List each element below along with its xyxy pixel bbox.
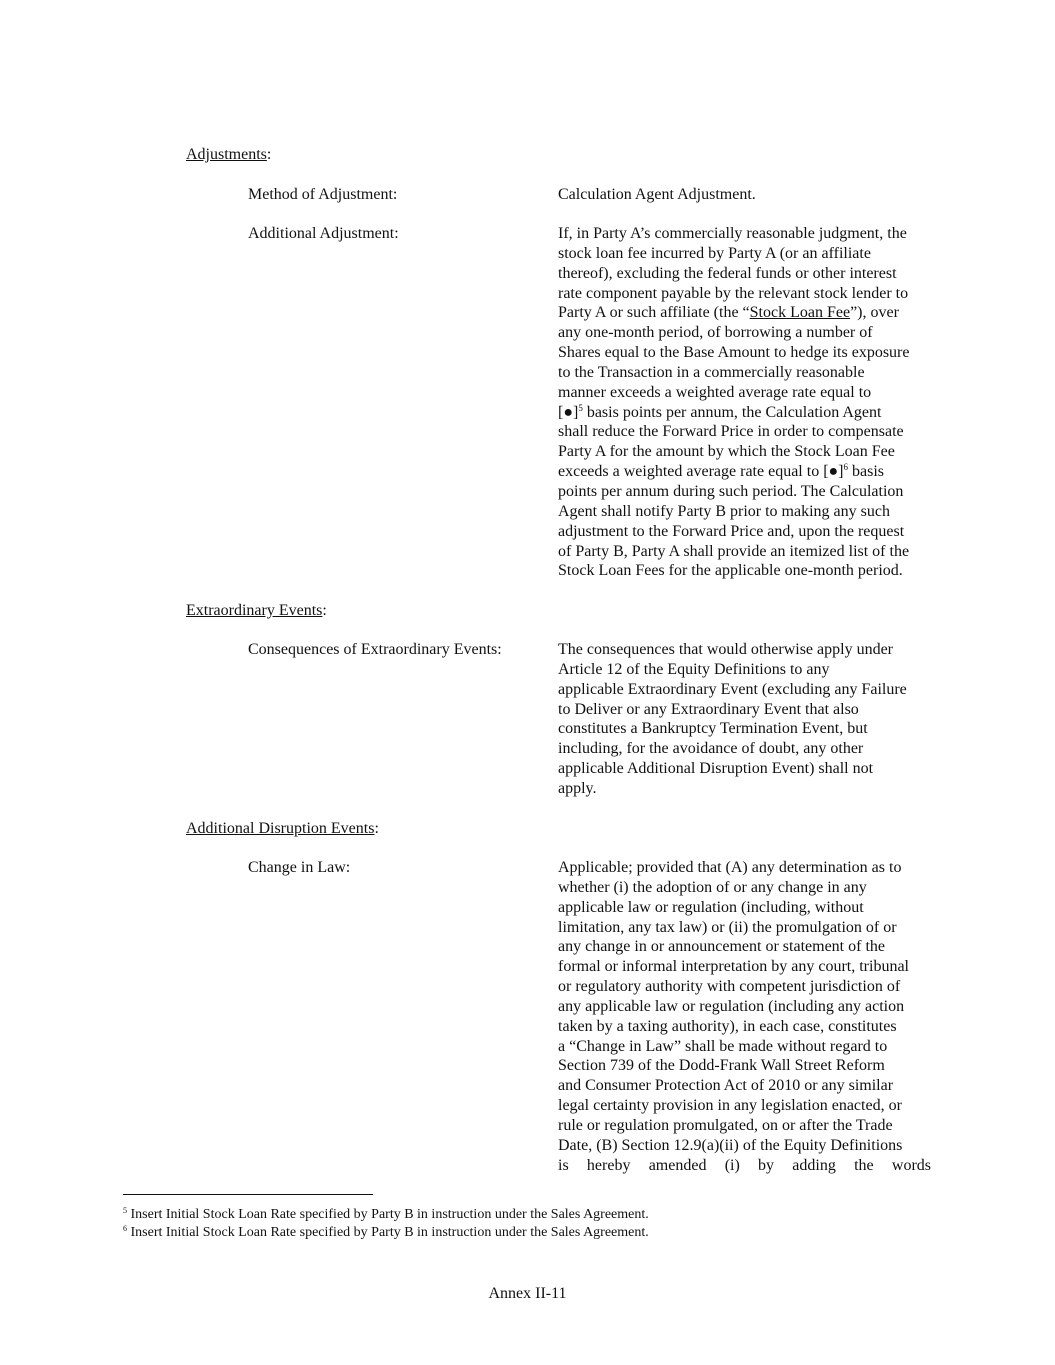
text-line: limitation, any tax law) or (ii) the promulgation of or (558, 918, 897, 936)
heading-colon: : (322, 602, 327, 619)
text-fragment: [●] (558, 403, 579, 421)
text-line: whether (i) the adoption of or any change in any (558, 878, 867, 896)
text-line: of Party B, Party A shall provide an itemized list of the (558, 542, 910, 560)
footnote-text: Insert Initial Stock Loan Rate specified by Party B in instruction under the Sales Agreement. (127, 1225, 649, 1240)
method-of-adjustment-value: Calculation Agent Adjustment. (558, 186, 756, 203)
footnote-mark: 5 (123, 1206, 127, 1215)
text-line: any change in or announcement or statement of the (558, 938, 885, 956)
footnote-mark: 6 (123, 1224, 127, 1233)
text-line: formal or informal interpretation by any court, tribunal (558, 958, 909, 976)
additional-adjustment-text (558, 224, 931, 581)
text-line: apply. (558, 779, 597, 797)
text-line: Party A for the amount by which the Stock Loan Fee (558, 443, 895, 461)
text-fragment: exceeds a weighted average rate equal to [●] (558, 463, 844, 481)
text-line: a “Change in Law” shall be made without regard to (558, 1037, 888, 1055)
text-line (558, 403, 931, 423)
text-line: rate component payable by the relevant stock lender to (558, 284, 909, 302)
text-line: stock loan fee incurred by Party A (or an affiliate (558, 244, 871, 262)
text-line: or regulatory authority with competent jurisdiction of (558, 978, 901, 996)
text-line: to the Transaction in a commercially reasonable (558, 363, 865, 381)
text-line: If, in Party A’s commercially reasonable judgment, the (558, 225, 907, 242)
section-heading-adjustments (186, 145, 271, 165)
consequences-text (558, 640, 931, 799)
heading-colon: : (374, 820, 379, 837)
footnote-ref-6: 6 (843, 462, 849, 473)
text-line: thereof), excluding the federal funds or other interest (558, 264, 897, 282)
text-line: Applicable; provided that (A) any determination as to (558, 859, 902, 876)
text-fragment: basis (848, 463, 885, 481)
text-line: applicable Additional Disruption Event) shall not (558, 760, 874, 778)
text-line: adjustment to the Forward Price and, upon the request (558, 522, 905, 540)
change-in-law-text (558, 858, 931, 1176)
footnote-separator (123, 1194, 373, 1195)
text-line: and Consumer Protection Act of 2010 or any similar (558, 1077, 894, 1095)
text-fragment: Party A or such affiliate (the “ (558, 304, 750, 322)
text-line: is hereby amended (i) by adding the words (558, 1156, 931, 1174)
text-line: points per annum during such period. The Calculation (558, 482, 904, 500)
text-line: legal certainty provision in any legislation enacted, or (558, 1097, 902, 1115)
text-line: Date, (B) Section 12.9(a)(ii) of the Equity Definitions (558, 1136, 903, 1154)
footnote-ref-5: 5 (578, 402, 583, 413)
additional-adjustment-label: Additional Adjustment: (248, 225, 399, 242)
text-line: Stock Loan Fees for the applicable one-month period. (558, 562, 903, 580)
text-line: applicable Extraordinary Event (excluding any Failure (558, 680, 907, 698)
text-line: applicable law or regulation (including, without (558, 898, 864, 916)
heading-text: Additional Disruption Events (186, 820, 375, 837)
footnote-text: Insert Initial Stock Loan Rate specified by Party B in instruction under the Sales Agreement. (127, 1207, 649, 1222)
text-line: shall reduce the Forward Price in order to compensate (558, 423, 904, 441)
consequences-label: Consequences of Extraordinary Events: (248, 641, 502, 658)
text-fragment: basis points per annum, the Calculation Agent (582, 403, 882, 421)
text-line: constitutes a Bankruptcy Termination Event, but (558, 720, 868, 738)
heading-text: Extraordinary Events (186, 602, 323, 619)
footnote-5 (123, 1206, 649, 1224)
text-line: any one-month period, of borrowing a number of (558, 324, 873, 342)
text-fragment: ”), over (850, 304, 899, 322)
defined-term-stock-loan-fee: Stock Loan Fee (749, 304, 851, 322)
text-line: to Deliver or any Extraordinary Event that also (558, 700, 859, 718)
section-heading-extraordinary-events (186, 601, 327, 621)
text-line: Shares equal to the Base Amount to hedge its exposure (558, 344, 910, 362)
method-of-adjustment-label: Method of Adjustment: (248, 186, 398, 203)
text-line: taken by a taxing authority), in each case, constitutes (558, 1017, 897, 1035)
text-line (558, 462, 931, 482)
text-line: any applicable law or regulation (including any action (558, 997, 905, 1015)
change-in-law-label: Change in Law: (248, 859, 351, 876)
footnote-6 (123, 1224, 649, 1242)
heading-text: Adjustments (186, 146, 267, 163)
heading-colon: : (266, 146, 272, 163)
section-heading-additional-disruption-events (186, 819, 379, 839)
text-line: The consequences that would otherwise apply under (558, 641, 894, 658)
text-line: Agent shall notify Party B prior to making any such (558, 502, 890, 520)
text-line: including, for the avoidance of doubt, any other (558, 740, 864, 758)
page-number: Annex II-11 (488, 1285, 567, 1302)
text-line: Article 12 of the Equity Definitions to any (558, 660, 830, 678)
text-line (558, 303, 931, 323)
text-line: manner exceeds a weighted average rate equal to (558, 383, 872, 401)
text-line: rule or regulation promulgated, on or after the Trade (558, 1116, 893, 1134)
text-line: Section 739 of the Dodd-Frank Wall Street Reform (558, 1057, 885, 1075)
